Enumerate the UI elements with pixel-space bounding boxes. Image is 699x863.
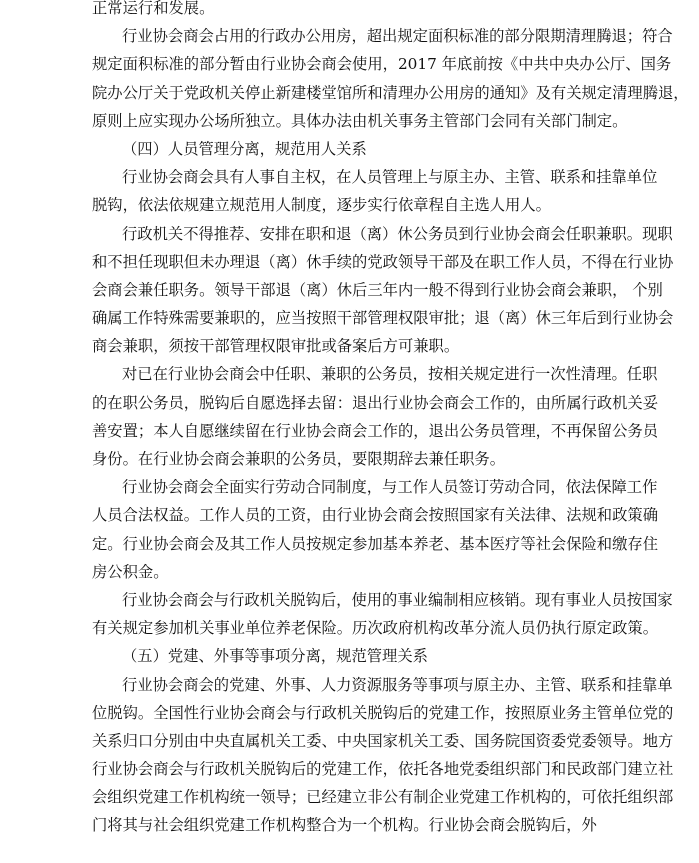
paragraph-line: 行业协会商会具有人事自主权，在人员管理上与原主办、主管、联系和挂靠单位 bbox=[122, 168, 658, 187]
paragraph-line: 房公积金。 bbox=[92, 562, 169, 581]
paragraph-line: 院办公厅关于党政机关停止新建楼堂馆所和清理办公用房的通知》及有关规定清理腾退， bbox=[92, 83, 689, 102]
paragraph-line: 行政机关不得推荐、安排在职和退（离）休公务员到行业协会商会任职兼职。现职 bbox=[122, 224, 673, 243]
paragraph-line: 商会兼职，须按干部管理权限审批或备案后方可兼职。 bbox=[92, 337, 460, 356]
paragraph-line: 行业协会商会与行政机关脱钩后的党建工作，依托各地党委组织部门和民政部门建立社 bbox=[92, 760, 674, 779]
paragraph-line: 规定面积标准的部分暂由行业协会商会使用，2017 年底前按《中共中央办公厅、国务 bbox=[92, 55, 672, 74]
paragraph-line: 确属工作特殊需要兼职的，应当按照干部管理权限审批；退（离）休三年后到行业协会 bbox=[92, 309, 674, 328]
paragraph-line: 行业协会商会全面实行劳动合同制度，与工作人员签订劳动合同，依法保障工作 bbox=[122, 478, 658, 497]
paragraph-line: 行业协会商会占用的行政办公用房，超出规定面积标准的部分限期清理腾退；符合 bbox=[122, 27, 673, 46]
paragraph-line: 正常运行和发展。 bbox=[92, 0, 215, 17]
paragraph-line: 位脱钩。全国性行业协会商会与行政机关脱钩后的党建工作，按照原业务主管单位党的 bbox=[92, 703, 674, 722]
paragraph-line: 门将其与社会组织党建工作机构整合为一个机构。行业协会商会脱钩后，外 bbox=[92, 816, 597, 835]
paragraph-line: 和不担任现职但未办理退（离）休手续的党政领导干部及在职工作人员，不得在行业协 bbox=[92, 252, 674, 271]
paragraph-line: 行业协会商会的党建、外事、人力资源服务等事项与原主办、主管、联系和挂靠单 bbox=[122, 675, 673, 694]
paragraph-line: 行业协会商会与行政机关脱钩后，使用的事业编制相应核销。现有事业人员按国家 bbox=[122, 590, 673, 609]
section-heading: （四）人员管理分离，规范用人关系 bbox=[122, 139, 367, 158]
paragraph-line: 会商会兼任职务。领导干部退（离）休后三年内一般不得到行业协会商会兼职， 个别 bbox=[92, 280, 663, 299]
document-page bbox=[92, 0, 689, 840]
paragraph-line: 会组织党建工作机构统一领导；已经建立非公有制企业党建工作机构的，可依托组织部 bbox=[92, 788, 674, 807]
paragraph-line: 定。行业协会商会及其工作人员按规定参加基本养老、基本医疗等社会保险和缴存住 bbox=[92, 534, 658, 553]
paragraph-line: 关系归口分别由中央直属机关工委、中央国家机关工委、国务院国资委党委领导。地方 bbox=[92, 731, 674, 750]
paragraph-line: 有关规定参加机关事业单位养老保险。历次政府机构改革分流人员仍执行原定政策。 bbox=[92, 619, 658, 638]
paragraph-line: 善安置；本人自愿继续留在行业协会商会工作的，退出公务员管理，不再保留公务员 bbox=[92, 421, 658, 440]
paragraph-line: 的在职公务员，脱钩后自愿选择去留：退出行业协会商会工作的，由所属行政机关妥 bbox=[92, 393, 658, 412]
paragraph-line: 原则上应实现办公场所独立。具体办法由机关事务主管部门会同有关部门制定。 bbox=[92, 111, 628, 130]
paragraph-line: 脱钩，依法依规建立规范用人制度，逐步实行依章程自主选人用人。 bbox=[92, 196, 551, 215]
section-heading: （五）党建、外事等事项分离，规范管理关系 bbox=[122, 647, 428, 666]
paragraph-line: 人员合法权益。工作人员的工资，由行业协会商会按照国家有关法律、法规和政策确 bbox=[92, 506, 658, 525]
paragraph-line: 对已在行业协会商会中任职、兼职的公务员，按相关规定进行一次性清理。任职 bbox=[122, 365, 658, 384]
paragraph-line: 身份。在行业协会商会兼职的公务员，要限期辞去兼任职务。 bbox=[92, 450, 506, 468]
